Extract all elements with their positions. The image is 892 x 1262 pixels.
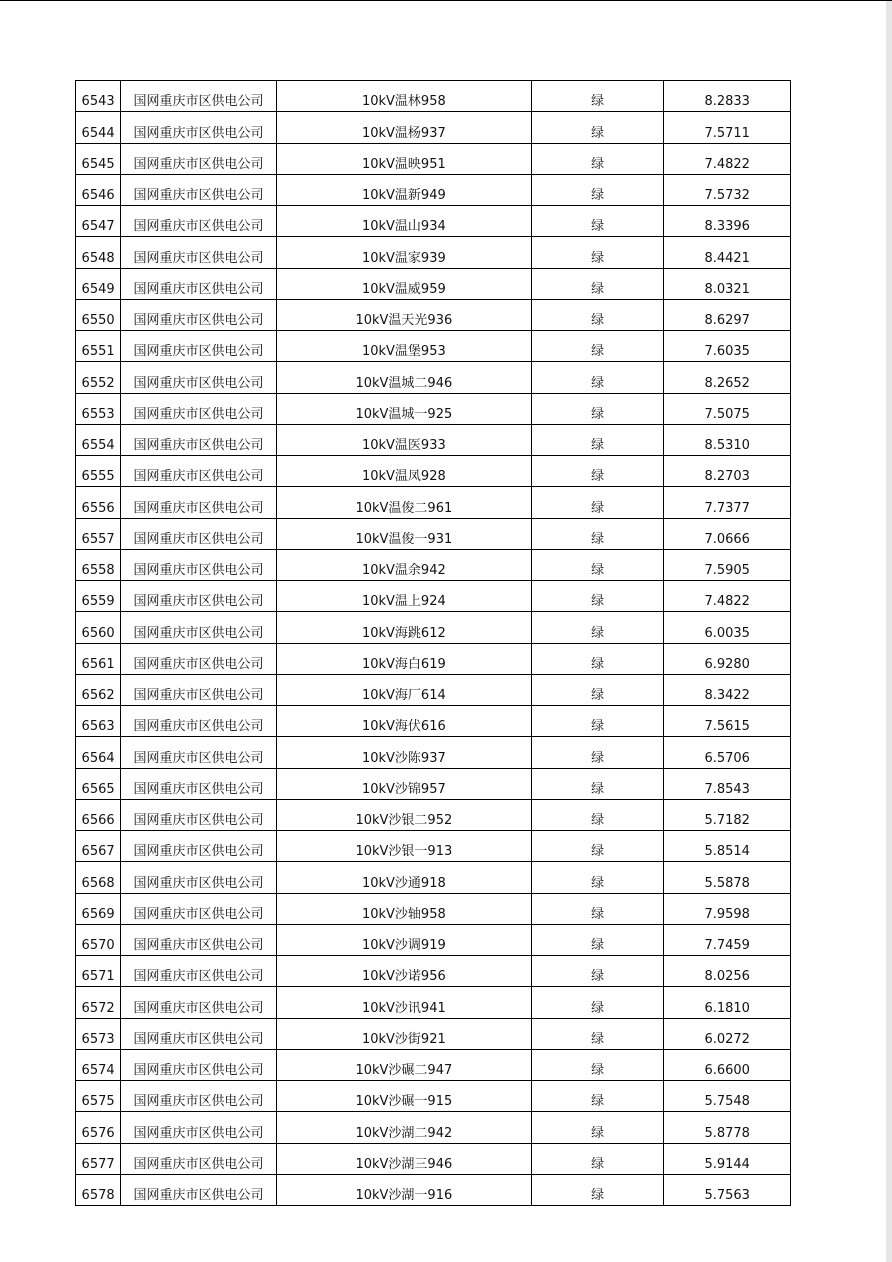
cell-company: 国网重庆市区供电公司 (121, 112, 277, 143)
table-row (76, 1112, 791, 1143)
cell-line-name: 10kV沙陈937 (276, 737, 531, 768)
cell-company: 国网重庆市区供电公司 (121, 956, 277, 987)
table-row (76, 237, 791, 268)
cell-status: 绿 (531, 143, 664, 174)
cell-status: 绿 (531, 299, 664, 330)
cell-line-name: 10kV温俊一931 (276, 518, 531, 549)
cell-company: 国网重庆市区供电公司 (121, 1174, 277, 1205)
cell-line-name: 10kV沙湖三946 (276, 1143, 531, 1174)
cell-company: 国网重庆市区供电公司 (121, 549, 277, 580)
cell-company: 国网重庆市区供电公司 (121, 987, 277, 1018)
cell-company: 国网重庆市区供电公司 (121, 831, 277, 862)
cell-status: 绿 (531, 862, 664, 893)
cell-company: 国网重庆市区供电公司 (121, 737, 277, 768)
cell-value: 8.3422 (664, 674, 791, 705)
cell-row-number: 6577 (76, 1143, 121, 1174)
cell-value: 8.0321 (664, 268, 791, 299)
cell-value: 7.9598 (664, 893, 791, 924)
table-row (76, 831, 791, 862)
cell-row-number: 6553 (76, 393, 121, 424)
cell-line-name: 10kV海跳612 (276, 612, 531, 643)
cell-company: 国网重庆市区供电公司 (121, 518, 277, 549)
cell-company: 国网重庆市区供电公司 (121, 1049, 277, 1080)
cell-status: 绿 (531, 924, 664, 955)
cell-row-number: 6575 (76, 1081, 121, 1112)
table-row (76, 799, 791, 830)
cell-status: 绿 (531, 1112, 664, 1143)
cell-status: 绿 (531, 268, 664, 299)
cell-company: 国网重庆市区供电公司 (121, 362, 277, 393)
cell-status: 绿 (531, 206, 664, 237)
cell-status: 绿 (531, 831, 664, 862)
table-row (76, 1049, 791, 1080)
cell-status: 绿 (531, 987, 664, 1018)
cell-row-number: 6545 (76, 143, 121, 174)
table-row (76, 1143, 791, 1174)
cell-line-name: 10kV温俊二961 (276, 487, 531, 518)
cell-row-number: 6561 (76, 643, 121, 674)
cell-company: 国网重庆市区供电公司 (121, 768, 277, 799)
cell-line-name: 10kV沙街921 (276, 1018, 531, 1049)
cell-value: 7.5905 (664, 549, 791, 580)
cell-company: 国网重庆市区供电公司 (121, 331, 277, 362)
cell-line-name: 10kV温新949 (276, 174, 531, 205)
table-row (76, 674, 791, 705)
table-row (76, 143, 791, 174)
cell-status: 绿 (531, 956, 664, 987)
cell-status: 绿 (531, 331, 664, 362)
cell-status: 绿 (531, 362, 664, 393)
cell-status: 绿 (531, 81, 664, 112)
cell-line-name: 10kV温天光936 (276, 299, 531, 330)
cell-line-name: 10kV沙轴958 (276, 893, 531, 924)
cell-row-number: 6572 (76, 987, 121, 1018)
table-row (76, 331, 791, 362)
cell-line-name: 10kV沙调919 (276, 924, 531, 955)
cell-row-number: 6574 (76, 1049, 121, 1080)
cell-line-name: 10kV温山934 (276, 206, 531, 237)
cell-line-name: 10kV沙锦957 (276, 768, 531, 799)
table-row (76, 549, 791, 580)
cell-line-name: 10kV沙银一913 (276, 831, 531, 862)
cell-value: 7.5075 (664, 393, 791, 424)
cell-line-name: 10kV沙湖一916 (276, 1174, 531, 1205)
cell-company: 国网重庆市区供电公司 (121, 1112, 277, 1143)
cell-line-name: 10kV沙碾二947 (276, 1049, 531, 1080)
cell-company: 国网重庆市区供电公司 (121, 706, 277, 737)
cell-row-number: 6555 (76, 456, 121, 487)
cell-value: 6.1810 (664, 987, 791, 1018)
cell-value: 7.0666 (664, 518, 791, 549)
cell-value: 8.4421 (664, 237, 791, 268)
cell-row-number: 6543 (76, 81, 121, 112)
cell-company: 国网重庆市区供电公司 (121, 799, 277, 830)
cell-line-name: 10kV温上924 (276, 581, 531, 612)
cell-value: 6.0035 (664, 612, 791, 643)
cell-status: 绿 (531, 424, 664, 455)
cell-status: 绿 (531, 799, 664, 830)
cell-line-name: 10kV温映951 (276, 143, 531, 174)
cell-value: 6.5706 (664, 737, 791, 768)
table-row (76, 737, 791, 768)
table-row (76, 612, 791, 643)
cell-status: 绿 (531, 893, 664, 924)
table-row (76, 643, 791, 674)
cell-company: 国网重庆市区供电公司 (121, 81, 277, 112)
cell-company: 国网重庆市区供电公司 (121, 487, 277, 518)
cell-value: 7.7377 (664, 487, 791, 518)
cell-company: 国网重庆市区供电公司 (121, 862, 277, 893)
table-row (76, 924, 791, 955)
cell-row-number: 6564 (76, 737, 121, 768)
cell-row-number: 6570 (76, 924, 121, 955)
cell-value: 5.8514 (664, 831, 791, 862)
table-row (76, 206, 791, 237)
cell-status: 绿 (531, 768, 664, 799)
cell-company: 国网重庆市区供电公司 (121, 674, 277, 705)
cell-line-name: 10kV海白619 (276, 643, 531, 674)
cell-status: 绿 (531, 393, 664, 424)
cell-value: 7.5711 (664, 112, 791, 143)
cell-row-number: 6562 (76, 674, 121, 705)
cell-row-number: 6568 (76, 862, 121, 893)
cell-row-number: 6566 (76, 799, 121, 830)
cell-status: 绿 (531, 237, 664, 268)
feeder-data-table (75, 80, 791, 1206)
cell-value: 6.0272 (664, 1018, 791, 1049)
page-right-edge-shade (886, 1, 892, 1262)
cell-line-name: 10kV温林958 (276, 81, 531, 112)
cell-row-number: 6544 (76, 112, 121, 143)
table-row (76, 268, 791, 299)
table-row (76, 581, 791, 612)
cell-line-name: 10kV温凤928 (276, 456, 531, 487)
cell-value: 5.9144 (664, 1143, 791, 1174)
cell-line-name: 10kV温医933 (276, 424, 531, 455)
cell-row-number: 6576 (76, 1112, 121, 1143)
cell-company: 国网重庆市区供电公司 (121, 393, 277, 424)
cell-value: 5.7563 (664, 1174, 791, 1205)
table-row (76, 1018, 791, 1049)
cell-row-number: 6549 (76, 268, 121, 299)
table-row (76, 987, 791, 1018)
cell-status: 绿 (531, 1049, 664, 1080)
cell-line-name: 10kV温堡953 (276, 331, 531, 362)
cell-line-name: 10kV沙湖二942 (276, 1112, 531, 1143)
cell-status: 绿 (531, 549, 664, 580)
cell-status: 绿 (531, 456, 664, 487)
table-row (76, 1174, 791, 1205)
table-row (76, 956, 791, 987)
cell-value: 7.5615 (664, 706, 791, 737)
cell-line-name: 10kV温威959 (276, 268, 531, 299)
cell-value: 6.9280 (664, 643, 791, 674)
table-row (76, 393, 791, 424)
table-row (76, 893, 791, 924)
cell-company: 国网重庆市区供电公司 (121, 1143, 277, 1174)
cell-row-number: 6571 (76, 956, 121, 987)
cell-status: 绿 (531, 112, 664, 143)
cell-value: 8.6297 (664, 299, 791, 330)
cell-status: 绿 (531, 612, 664, 643)
cell-status: 绿 (531, 487, 664, 518)
table-row (76, 362, 791, 393)
cell-company: 国网重庆市区供电公司 (121, 206, 277, 237)
cell-status: 绿 (531, 1081, 664, 1112)
cell-company: 国网重庆市区供电公司 (121, 237, 277, 268)
cell-value: 8.0256 (664, 956, 791, 987)
cell-line-name: 10kV温城二946 (276, 362, 531, 393)
cell-line-name: 10kV沙通918 (276, 862, 531, 893)
cell-status: 绿 (531, 1174, 664, 1205)
cell-row-number: 6548 (76, 237, 121, 268)
cell-value: 8.2833 (664, 81, 791, 112)
cell-status: 绿 (531, 518, 664, 549)
cell-line-name: 10kV温城一925 (276, 393, 531, 424)
cell-company: 国网重庆市区供电公司 (121, 1081, 277, 1112)
cell-row-number: 6550 (76, 299, 121, 330)
cell-row-number: 6565 (76, 768, 121, 799)
cell-status: 绿 (531, 643, 664, 674)
cell-value: 5.7548 (664, 1081, 791, 1112)
cell-value: 5.5878 (664, 862, 791, 893)
cell-line-name: 10kV沙讯941 (276, 987, 531, 1018)
cell-company: 国网重庆市区供电公司 (121, 143, 277, 174)
page-top-rule (0, 0, 892, 1)
cell-line-name: 10kV沙银二952 (276, 799, 531, 830)
cell-status: 绿 (531, 737, 664, 768)
cell-value: 7.7459 (664, 924, 791, 955)
cell-company: 国网重庆市区供电公司 (121, 174, 277, 205)
cell-value: 8.2652 (664, 362, 791, 393)
cell-row-number: 6569 (76, 893, 121, 924)
table-row (76, 768, 791, 799)
cell-row-number: 6552 (76, 362, 121, 393)
cell-row-number: 6551 (76, 331, 121, 362)
cell-row-number: 6560 (76, 612, 121, 643)
cell-company: 国网重庆市区供电公司 (121, 893, 277, 924)
table-row (76, 487, 791, 518)
cell-company: 国网重庆市区供电公司 (121, 456, 277, 487)
cell-row-number: 6546 (76, 174, 121, 205)
cell-status: 绿 (531, 174, 664, 205)
table-row (76, 81, 791, 112)
cell-status: 绿 (531, 674, 664, 705)
cell-row-number: 6556 (76, 487, 121, 518)
cell-value: 7.8543 (664, 768, 791, 799)
cell-company: 国网重庆市区供电公司 (121, 268, 277, 299)
table-row (76, 112, 791, 143)
cell-line-name: 10kV沙碾一915 (276, 1081, 531, 1112)
table-row (76, 299, 791, 330)
cell-company: 国网重庆市区供电公司 (121, 1018, 277, 1049)
cell-status: 绿 (531, 706, 664, 737)
cell-row-number: 6563 (76, 706, 121, 737)
cell-row-number: 6559 (76, 581, 121, 612)
cell-status: 绿 (531, 1143, 664, 1174)
table-row (76, 1081, 791, 1112)
cell-row-number: 6567 (76, 831, 121, 862)
cell-row-number: 6547 (76, 206, 121, 237)
cell-line-name: 10kV温家939 (276, 237, 531, 268)
cell-status: 绿 (531, 581, 664, 612)
cell-line-name: 10kV沙诺956 (276, 956, 531, 987)
cell-value: 8.2703 (664, 456, 791, 487)
cell-value: 6.6600 (664, 1049, 791, 1080)
cell-status: 绿 (531, 1018, 664, 1049)
cell-company: 国网重庆市区供电公司 (121, 424, 277, 455)
cell-row-number: 6557 (76, 518, 121, 549)
table-row (76, 424, 791, 455)
cell-value: 5.8778 (664, 1112, 791, 1143)
cell-row-number: 6554 (76, 424, 121, 455)
cell-line-name: 10kV海厂614 (276, 674, 531, 705)
cell-row-number: 6573 (76, 1018, 121, 1049)
table-row (76, 518, 791, 549)
cell-line-name: 10kV温余942 (276, 549, 531, 580)
cell-value: 8.3396 (664, 206, 791, 237)
cell-value: 7.4822 (664, 143, 791, 174)
cell-company: 国网重庆市区供电公司 (121, 581, 277, 612)
cell-value: 8.5310 (664, 424, 791, 455)
cell-company: 国网重庆市区供电公司 (121, 924, 277, 955)
cell-row-number: 6578 (76, 1174, 121, 1205)
table-row (76, 706, 791, 737)
cell-company: 国网重庆市区供电公司 (121, 612, 277, 643)
table-row (76, 174, 791, 205)
cell-line-name: 10kV海伏616 (276, 706, 531, 737)
cell-row-number: 6558 (76, 549, 121, 580)
table-row (76, 456, 791, 487)
cell-company: 国网重庆市区供电公司 (121, 643, 277, 674)
cell-value: 7.6035 (664, 331, 791, 362)
cell-value: 7.4822 (664, 581, 791, 612)
table-body (76, 81, 791, 1206)
cell-value: 7.5732 (664, 174, 791, 205)
table-row (76, 862, 791, 893)
cell-line-name: 10kV温杨937 (276, 112, 531, 143)
cell-company: 国网重庆市区供电公司 (121, 299, 277, 330)
cell-value: 5.7182 (664, 799, 791, 830)
